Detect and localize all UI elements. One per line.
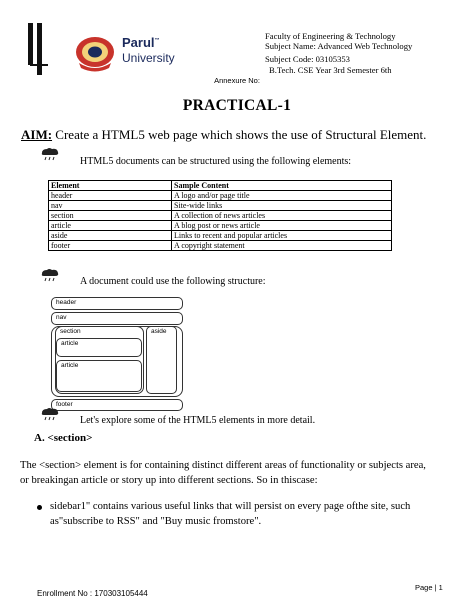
table-header-cell: Element (49, 181, 172, 191)
elements-table (48, 180, 392, 251)
table-header-row (49, 181, 392, 191)
table-cell: A collection of news articles (172, 211, 392, 221)
table-row (49, 211, 392, 221)
diagram-footer-box: footer (51, 399, 183, 411)
page-number: Page | 1 (415, 583, 443, 592)
rain-cloud-bullet-icon (40, 407, 60, 421)
intro-structure-text: A document could use the following structure: (80, 276, 266, 287)
subject-name-line: Subject Name: Advanced Web Technology (265, 41, 413, 51)
table-cell: nav (49, 201, 172, 211)
table-cell: A copyright statement (172, 241, 392, 251)
section-paragraph-line1: The <section> element is for containing distinct different areas of functionality or subjects area, (20, 460, 426, 471)
table-row (49, 191, 392, 201)
table-cell: footer (49, 241, 172, 251)
table-cell: Links to recent and popular articles (172, 231, 392, 241)
table-cell: A logo and/or page title (172, 191, 392, 201)
table-cell: aside (49, 231, 172, 241)
table-row (49, 221, 392, 231)
aim-label: AIM: (21, 127, 53, 142)
table-header-cell: Sample Content (172, 181, 392, 191)
table-cell: header (49, 191, 172, 201)
diagram-article-box: article (56, 338, 142, 357)
diagram-nav-box: nav (51, 312, 183, 325)
table-row (49, 241, 392, 251)
diagram-section-box: section (55, 326, 144, 394)
rain-cloud-bullet-icon (40, 147, 60, 161)
table-row (49, 201, 392, 211)
intro-explore-text: Let's explore some of the HTML5 elements in more detail. (80, 415, 316, 426)
page-title: PRACTICAL-1 (182, 97, 292, 114)
table-cell: Site-wide links (172, 201, 392, 211)
university-name-line2: University (122, 51, 175, 65)
intro-elements-text: HTML5 documents can be structured using the following elements: (80, 156, 352, 167)
diagram-header-box: header (51, 297, 183, 310)
table-row (49, 231, 392, 241)
rain-cloud-bullet-icon (40, 268, 60, 282)
course-line: B.Tech. CSE Year 3rd Semester 6th (269, 65, 392, 75)
annexure-label: Annexure No: (214, 76, 260, 85)
table-cell: article (49, 221, 172, 231)
aim-text: Create a HTML5 web page which shows the use of Structural Element. (52, 127, 427, 142)
section-heading: A. <section> (34, 432, 93, 444)
table-cell: section (49, 211, 172, 221)
table-cell: A blog post or news article (172, 221, 392, 231)
section-paragraph-line2: or breakingan article or story up into different sections. So in thiscase: (20, 475, 318, 486)
bullet-dot-icon (37, 505, 42, 510)
bullet-item-line2: as"subscribe to RSS" and "Buy music fromstore". (50, 516, 262, 527)
aim-statement (21, 127, 426, 143)
faculty-line: Faculty of Engineering & Technology (265, 31, 396, 41)
diagram-aside-box: aside (146, 326, 177, 394)
enrollment-number: Enrollment No : 170303105444 (37, 589, 148, 598)
university-logo (73, 33, 117, 73)
diagram-article-box: article (56, 360, 142, 392)
bullet-item-line1: sidebar1" contains various useful links that will persist on every page ofthe site, such (50, 501, 411, 512)
subject-code-line: Subject Code: 03105353 (265, 54, 350, 64)
university-name-line1: Parul™ (122, 35, 160, 50)
